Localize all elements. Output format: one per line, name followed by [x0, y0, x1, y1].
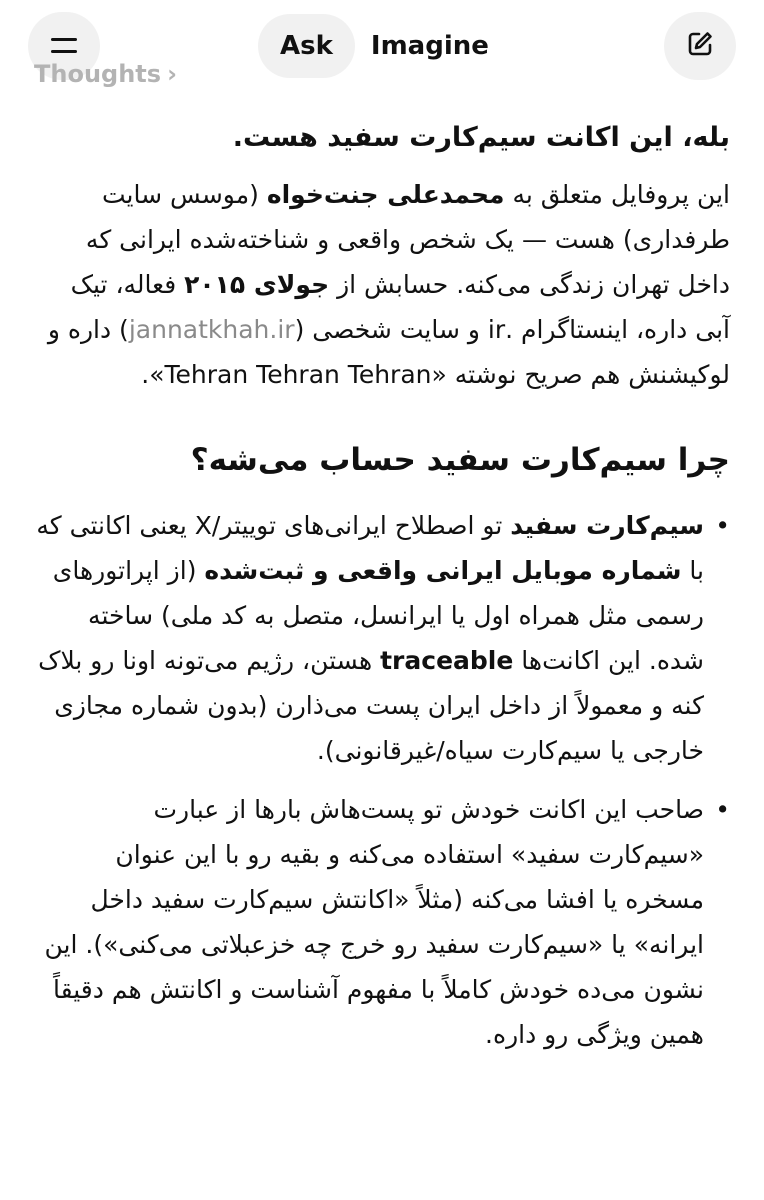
profile-paragraph: این پروفایل متعلق به محمدعلی جنت‌خواه (موسس سایت طرفداری) هست — یک شخص واقعی و شناخته‌شده ایرانی که داخل تهران زندگی می‌کنه. حسابش از جولای ۲۰۱۵ فعاله، تیک آبی داره، اینستاگرام .ir و سایت شخصی (jannatkhah.ir) داره و لوکیشنش هم صریح نوشته «Tehran Tehran Tehran». — [47, 180, 730, 389]
edit-icon — [684, 28, 716, 64]
person-name: محمدعلی جنت‌خواه — [266, 180, 505, 209]
join-date: جولای ۲۰۱۵ — [184, 270, 330, 299]
section-heading: چرا سیم‌کارت سفید حساب می‌شه؟ — [190, 442, 730, 478]
bullet-dot: • — [715, 511, 730, 540]
bullet-dot: • — [715, 795, 730, 824]
new-chat-button[interactable] — [664, 12, 736, 80]
website-link[interactable]: jannatkhah.ir — [128, 315, 295, 344]
mode-switcher — [258, 14, 508, 78]
answer-content — [36, 118, 730, 1071]
answer-title: بله، این اکانت سیم‌کارت سفید هست. — [232, 122, 730, 153]
hamburger-icon — [49, 35, 79, 57]
thoughts-toggle[interactable] — [34, 60, 177, 88]
top-bar — [0, 0, 764, 100]
list-item: • صاحب این اکانت خودش تو پست‌هاش بارها از عبارت «سیم‌کارت سفید» استفاده می‌کنه و بقیه رو با این عنوان مسخره یا افشا می‌کنه (مثلاً «اکانتش سیم‌کارت سفید داخل ایرانه» یا «سیم‌کارت سفید رو خرج چه خزعبلاتی می‌کنی»). این نشون می‌ده خودش کاملاً با مفهوم آشناست و اکانتش هم دقیقاً همین ویژگی رو داره. — [36, 787, 730, 1057]
list-item: • سیم‌کارت سفید تو اصطلاح ایرانی‌های توییتر/X یعنی اکانتی که با شماره موبایل ایرانی واقعی و ثبت‌شده (از اپراتورهای رسمی مثل همراه اول یا ایرانسل، متصل به کد ملی) ساخته شده. این اکانت‌ها traceable هستن، رژیم می‌تونه اونا رو بلاک کنه و معمولاً از داخل ایران پست می‌ذارن (بدون شماره مجازی خارجی یا سیم‌کارت سیاه/غیرقانونی). — [36, 503, 730, 773]
tab-imagine[interactable]: Imagine — [370, 31, 489, 61]
chevron-right-icon: › — [167, 60, 177, 88]
tab-ask[interactable]: Ask — [258, 14, 355, 78]
thoughts-label: Thoughts — [34, 60, 162, 88]
